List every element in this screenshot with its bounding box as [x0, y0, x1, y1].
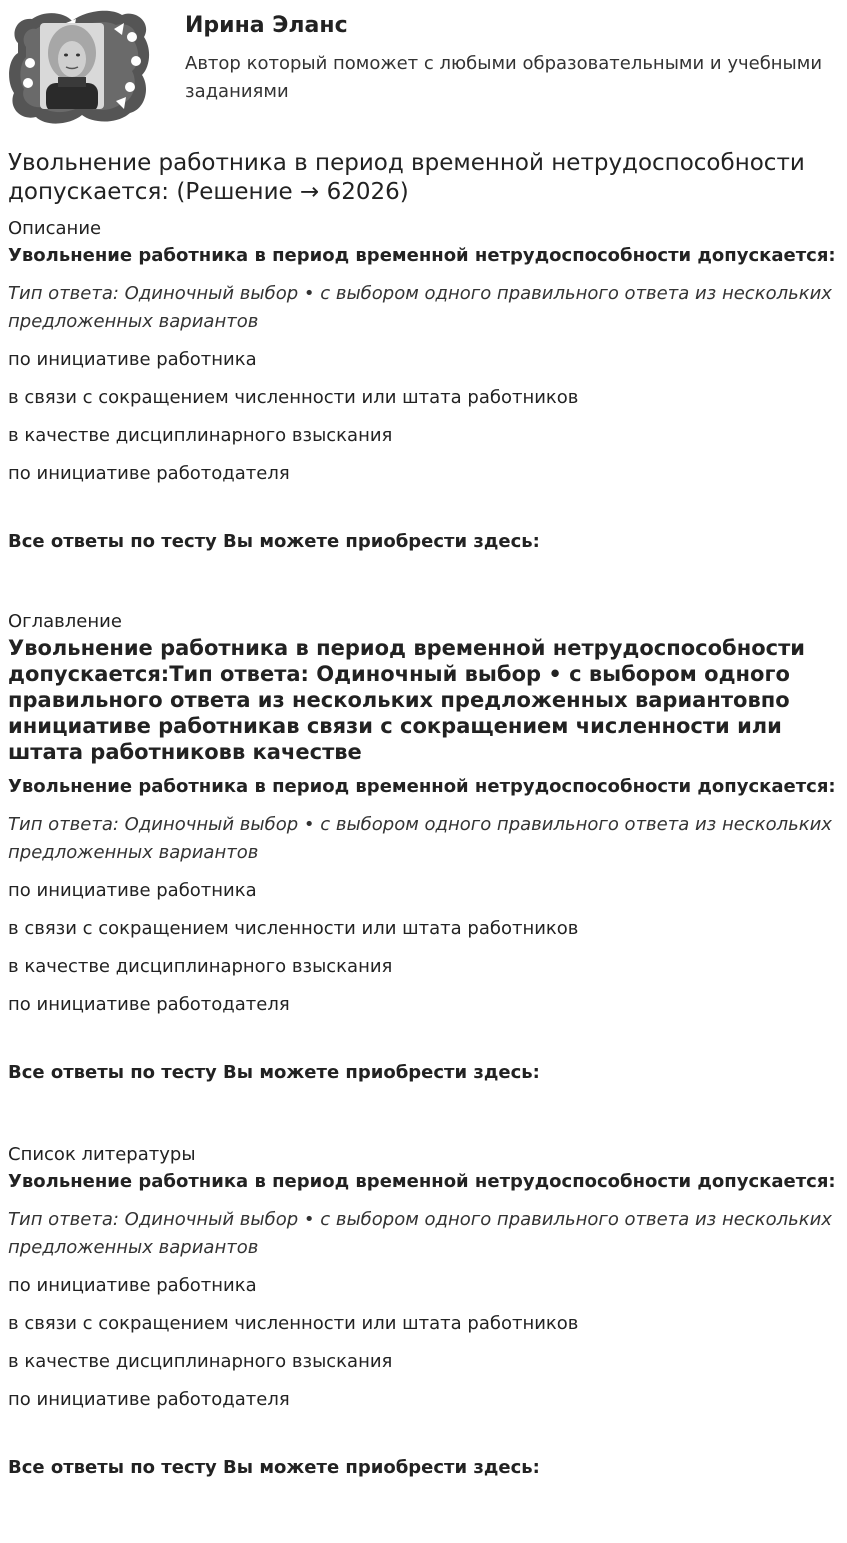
answer-option: по инициативе работника	[8, 349, 257, 370]
answer-option: в связи с сокращением численности или штата работников	[8, 387, 579, 408]
literature-section	[8, 1142, 838, 1482]
answer-type: Тип ответа: Одиночный выбор • с выбором одного правильного ответа из нескольких предложенных вариантов	[8, 1209, 832, 1258]
answer-option: по инициативе работодателя	[8, 1389, 290, 1410]
question-text: Увольнение работника в период временной нетрудоспособности допускается:	[8, 776, 836, 797]
purchase-cta[interactable]: Все ответы по тесту Вы можете приобрести здесь:	[8, 1062, 540, 1083]
author-description: Автор который поможет с любыми образовательными и учебными заданиями	[185, 53, 823, 102]
author-header	[0, 0, 847, 130]
answer-type: Тип ответа: Одиночный выбор • с выбором одного правильного ответа из нескольких предложенных вариантов	[8, 283, 832, 332]
description-section	[8, 216, 838, 556]
answer-option: по инициативе работодателя	[8, 463, 290, 484]
answer-option: по инициативе работодателя	[8, 994, 290, 1015]
toc-summary: Увольнение работника в период временной нетрудоспособности допускается:Тип ответа: Одиночный выбор • с выбором одного правильного ответа из нескольких предложенных вариантовпо инициативе работникав связи с сокращением численности или штата работниковв качестве	[8, 636, 805, 764]
author-name[interactable]: Ирина Эланс	[185, 13, 348, 38]
answer-type: Тип ответа: Одиночный выбор • с выбором одного правильного ответа из нескольких предложенных вариантов	[8, 814, 832, 863]
answer-option: в связи с сокращением численности или штата работников	[8, 918, 579, 939]
description-label: Описание	[8, 218, 102, 239]
author-avatar[interactable]	[6, 5, 152, 127]
answer-option: в качестве дисциплинарного взыскания	[8, 956, 393, 977]
question-text: Увольнение работника в период временной нетрудоспособности допускается:	[8, 245, 836, 266]
literature-label: Список литературы	[8, 1144, 196, 1165]
toc-label: Оглавление	[8, 611, 122, 632]
answer-option: в качестве дисциплинарного взыскания	[8, 425, 393, 446]
answer-option: по инициативе работника	[8, 880, 257, 901]
question-text: Увольнение работника в период временной нетрудоспособности допускается:	[8, 1171, 836, 1192]
answer-option: в качестве дисциплинарного взыскания	[8, 1351, 393, 1372]
purchase-cta[interactable]: Все ответы по тесту Вы можете приобрести здесь:	[8, 531, 540, 552]
toc-section	[8, 609, 838, 1087]
answer-option: по инициативе работника	[8, 1275, 257, 1296]
answer-option: в связи с сокращением численности или штата работников	[8, 1313, 579, 1334]
purchase-cta[interactable]: Все ответы по тесту Вы можете приобрести здесь:	[8, 1457, 540, 1478]
page-title: Увольнение работника в период временной нетрудоспособности допускается: (Решение → 62026)	[8, 150, 805, 205]
